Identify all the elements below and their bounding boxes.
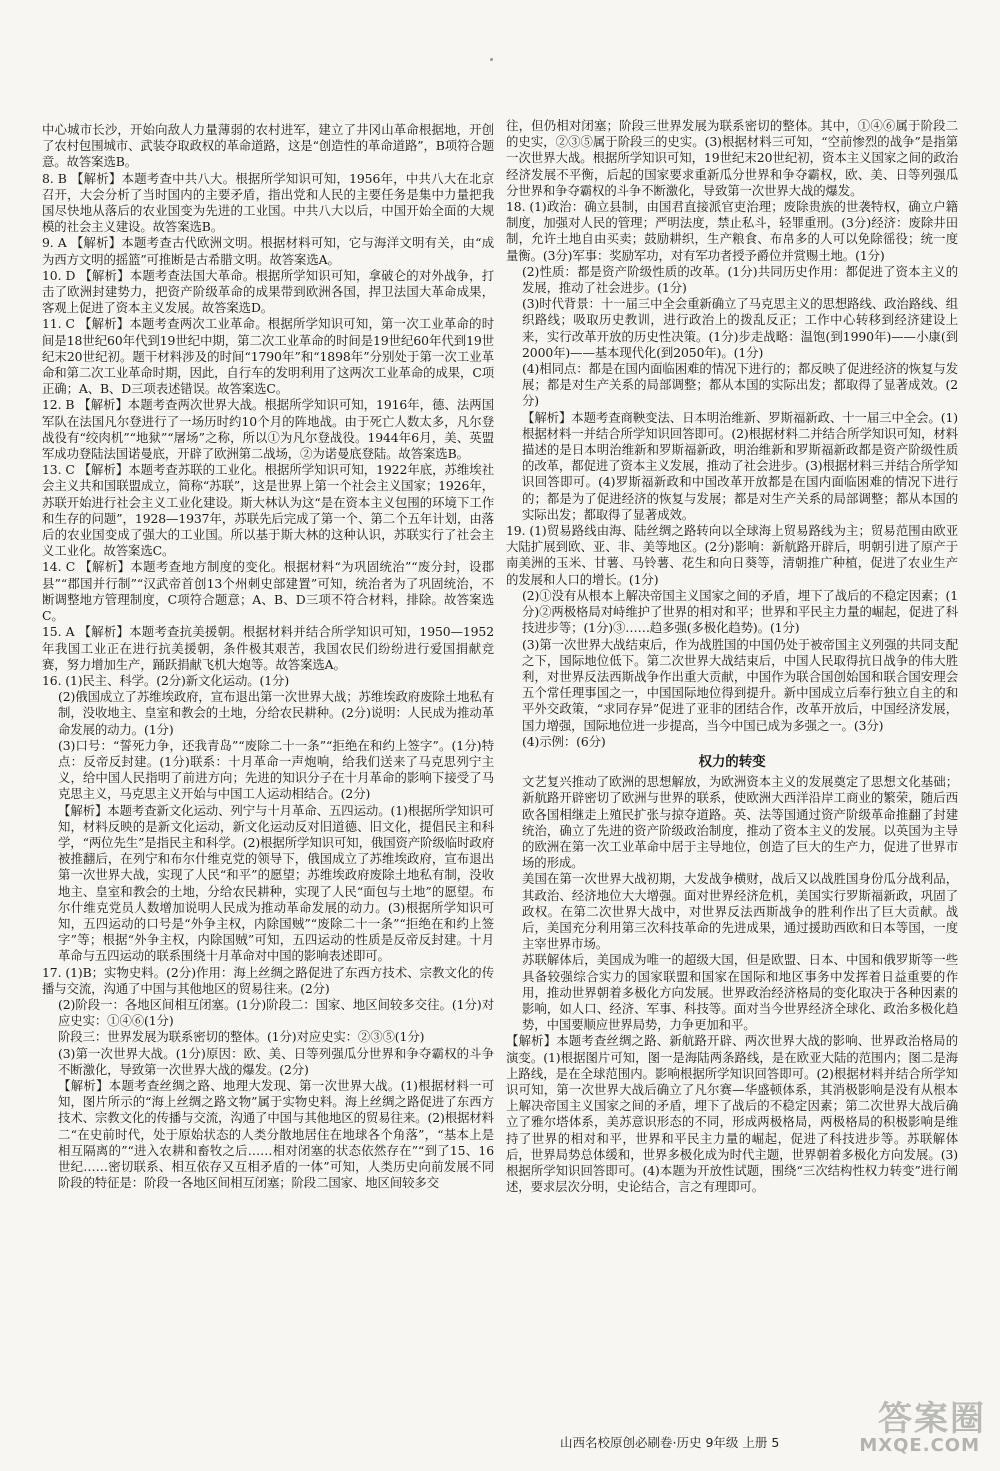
site-watermark-logo <box>846 1391 986 1461</box>
answer-entry-13: 13. C 【解析】本题考查苏联的工业化。根据所学知识可知，1922年底，苏维埃社会主义共和国联盟成立，简称“苏联”，这是世界上第一个社会主义国家；1926年，苏联开始进行社会主义工业化建设。斯大林认为这“是在资本主义包围的环境下工作和生存的问题”，1928—1937年，苏联先后完成了第一个、第二个五年计划，由落后的农业国变成了强大的工业国。所以基于斯大林的这种认识，苏联实行了社会主义工业化。故答案选C。 <box>42 462 494 559</box>
answer-entry-9: 9. A 【解析】本题考查古代欧洲文明。根据材料可知，它与海洋文明有关，由“成为西方文明的摇篮”可推断是古希腊文明。故答案选A。 <box>42 235 494 267</box>
answer-entry-10: 10. D 【解析】本题考查法国大革命。根据所学知识可知，拿破仑的对外战争，打击了欧洲封建势力，把资产阶级革命的成果带到欧洲各国，捍卫法国大革命成果，客观上促进了资本主义发展。故答案选D。 <box>42 267 494 316</box>
answer-entry-15: 15. A 【解析】本题考查抗美援朝。根据材料并结合所学知识可知，1950—1952年我国工业正在进行抗美援朝，条件极其艰苦，我国农民们纷纷进行爱国捐献竞赛，努力增加生产，踊跃捐献飞机大炮等。故答案选A。 <box>42 624 494 672</box>
essay-title: 权力的转变 <box>698 753 766 770</box>
answer-entry-11: 11. C 【解析】本题考查两次工业革命。根据所学知识可知，第一次工业革命的时间是18世纪60年代到19世纪中期，第二次工业革命的时间是19世纪60年代到19世纪末20世纪初。题干材料涉及的时间“1790年”和“1898年”分别处于第一次工业革命和第二次工业革命时期，因此，自行车的发明利用了这两次工业革命的成果，C项正确；A、B、D三项表述错误。故答案选C。 <box>42 316 494 397</box>
answer-entry-16-part2: (2)俄国成立了苏维埃政府，宣布退出第一次世界大战；苏维埃政府废除土地私有制，没收地主、皇室和教会的土地，分给农民耕种。(2分)说明：人民成为推动革命发展的动力。(1分) <box>58 689 494 737</box>
answer-entry-19-part2: (2)①没有从根本上解决帝国主义国家之间的矛盾，埋下了战后的不稳定因素；(1分)②两极格局对峙维护了世界的相对和平；世界和平民主力量的崛起，促进了科技进步等；(1分)③……趋多强(多极化趋势)。(1分) <box>522 587 958 636</box>
analysis-19: 【解析】本题考查丝绸之路、新航路开辟、两次世界大战的影响、世界政治格局的演变。(1)根据图片可知，图一是海陆两条路线，是在欧亚大陆的范围内；图二是海上路线，是在全球范围内。影响根据所学知识回答即可。(2)根据材料并结合所学知识可知，第一次世界大战后确立了凡尔赛—华盛顿体系，其消极影响是没有从根本上解决帝国主义国家之间的矛盾，埋下了战后的不稳定因素；第二次世界大战后确立了雅尔塔体系，美苏意识形态的不同，形成两极格局，两极格局的积极影响是维持了世界的相对和平，世界和平民主力量的崛起，促进了科技进步等。苏联解体后，世界局势总体缓和，世界多极化成为时代主题，世界朝着多极化方向发展。(3)根据所学知识回答即可。(4)本题为开放性试题，围绕“三次结构性权力转变”进行阐述，要求层次分明，史论结合，言之有理即可。 <box>506 1033 958 1195</box>
answer-entry-8: 8. B 【解析】本题考查中共八大。根据所学知识可知，1956年，中共八大在北京召开，大会分析了当时国内的主要矛盾，指出党和人民的主要任务是集中力量把我国尽快地从落后的农业国变为先进的工业国。中共八大以后，中国开始全面的大规模的社会主义建设。故答案选B。 <box>42 170 494 235</box>
watermark-text-top: 答案圈 <box>878 1399 986 1439</box>
answer-entry-18-part1: 18. (1)政治：确立县制，由国君直接派官吏治理；废除贵族的世袭特权，确立户籍制度，加强对人民的管理；严明法度，禁止私斗，轻罪重刑。(3分)经济：废除井田制，允许土地自由买卖；鼓励耕织，生产粮食、布帛多的人可以免除徭役；统一度量衡。(3分)军事：奖励军功，对有军功者授予爵位并赏赐土地。(1分) <box>506 199 958 263</box>
analysis-16: 【解析】本题考查新文化运动、列宁与十月革命、五四运动。(1)根据所学知识可知，材料反映的是新文化运动，新文化运动反对旧道德、旧文化，提倡民主和科学，“两位先生”是指民主和科学。(2)根据所学知识可知，俄国资产阶级临时政府被推翻后，在列宁和布尔什维克党的领导下，俄国成立了苏维埃政府，宣布退出第一次世界大战，实现了人民“和平”的愿望；苏维埃政府废除土地私有制，没收地主、皇室和教会的土地，分给农民耕种，实现了人民“面包与土地”的愿望。布尔什维克党员人数增加说明人民成为推动革命发展的动力。(3)根据所学知识可知，五四运动的口号是“外争主权，内除国贼”“废除二十一条”“拒绝在和约上签字”等；根据“外争主权，内除国贼”可知，五四运动的性质是反帝反封建。十月革命与五四运动的联系围绕十月革命对中国的影响表述即可。 <box>58 802 494 964</box>
answer-entry-14: 14. C 【解析】本题考查地方制度的变化。根据材料“为巩固统治”“废分封，设郡县”“郡国并行制”“汉武帝首创13个州刺史部建置”可知，统治者为了巩固统治，不断调整地方管理制度，C项符合题意；A、B、D三项不符合材料，排除。故答案选C。 <box>42 559 494 624</box>
essay-paragraph: 美国在第一次世界大战初期，大发战争横财，战后又以战胜国身份瓜分战利品，其政治、经济地位大大增强。面对世界经济危机，美国实行罗斯福新政，巩固了政权。在第二次世界大战中，对世界反法西斯战争的胜利作出了巨大贡献。战后，美国充分利用第三次科技革命的先进成果，通过援助西欧和日本等国，一度主宰世界市场。 <box>522 871 958 952</box>
answer-entry-17-part1: 17. (1)B；实物史料。(2分)作用：海上丝绸之路促进了东西方技术、宗教文化的传播与交流，沟通了中国与其他地区的贸易往来。(2分) <box>42 964 494 996</box>
analysis-17: 【解析】本题考查丝绸之路、地理大发现、第一次世界大战。(1)根据材料一可知，图片所示的“海上丝绸之路文物”属于实物史料。海上丝绸之路促进了东西方技术、宗教文化的传播与交流，沟通了中国与其他地区的贸易往来。(2)根据材料二“在史前时代，处于原始状态的人类分散地居住在地球各个角落”，“基本上是相互隔离的”“进入农耕和畜牧之后……相对闭塞的状态依然存在”“到了15、16世纪……密切联系、相互依存又互相矛盾的一体”可知，人类历史向前发展不同阶段的特征是：阶段一各地区间相互闭塞；阶段二国家、地区间较多交 <box>58 1077 494 1191</box>
scan-speck <box>490 58 493 61</box>
answer-entry-7-cont: 中心城市长沙，开始向敌人力量薄弱的农村进军，建立了井冈山革命根据地，开创了农村包围城市、武装夺取政权的革命道路，这是“创造性的革命道路”，B项符合题意。故答案选B。 <box>42 122 494 170</box>
answer-entry-17-part2b: 阶段三：世界发展为联系密切的整体。(1分)对应史实：②③⑤(1分) <box>58 1029 425 1045</box>
answer-entry-18-part3: (3)时代背景：十一届三中全会重新确立了马克思主义的思想路线、政治路线、组织路线；吸取历史教训，进行政治上的拨乱反正；工作中心转移到经济建设上来，实行改革开放的历史性决策。(1分)步走战略：温饱(到1990年)——小康(到2000年)——基本现代化(到2050年)。(1分) <box>522 296 958 360</box>
watermark-text-bottom: MXQE.COM <box>859 1435 980 1456</box>
answer-entry-17-part2: (2)阶段一：各地区间相互闭塞。(1分)阶段二：国家、地区间较多交往。(1分)对应史实：①④⑥(1分) <box>58 996 494 1029</box>
analysis-17-cont: 往，但仍相对闭塞；阶段三世界发展为联系密切的整体。其中，①④⑥属于阶段二的史实，②③⑤属于阶段三的史实。(3)根据材料三可知，“空前惨烈的战争”是指第一次世界大战。根据所学知识可知，19世纪末20世纪初，资本主义国家之间的政治经济发展不平衡，后起的国家要求重新瓜分世界和争夺霸权，欧、美、日等列强瓜分世界和争夺霸权的斗争不断激化，导致第一次世界大战的爆发。 <box>506 118 958 198</box>
right-column <box>506 118 958 1195</box>
essay-paragraph: 苏联解体后，美国成为唯一的超级大国，但是欧盟、日本、中国和俄罗斯等一些具备较强综合实力的国家联盟和国家在国际和地区事务中发挥着日益重要的作用，推动世界朝着多极化方向发展。世界政治经济格局的变化取决于各种因素的影响，如人口、经济、军事、科技等。面对当今世界经济全球化、政治多极化趋势，中国要顺应世界局势，力争更加和平。 <box>522 952 958 1033</box>
answer-entry-18-part4: (4)相同点：都是在国内面临困难的情况下进行的；都反映了促进经济的恢复与发展；都是对生产关系的局部调整；都从本国的实际出发；都取得了显著成效。(2分) <box>522 361 958 409</box>
essay-paragraph: 文艺复兴推动了欧洲的思想解放，为欧洲资本主义的发展奠定了思想文化基础；新航路开辟密切了欧洲与世界的联系，使欧洲大西洋沿岸工商业的繁荣，随后西欧各国相继走上殖民扩张与掠夺道路。英、法等国通过资产阶级革命推翻了封建统治，确立了先进的资产阶级政治制度，推动了资本主义的发展。以英国为主导的欧洲在第一次工业革命中居于主导地位，创造了巨大的生产力，促进了世界市场的形成。 <box>522 774 958 871</box>
answer-entry-18-part2: (2)性质：都是资产阶级性质的改革。(1分)共同历史作用：都促进了资本主义的发展，推动了社会进步。(1分) <box>522 263 958 296</box>
answer-entry-12: 12. B 【解析】本题考查两次世界大战。根据所学知识可知，1916年，德、法两国军队在法国凡尔登进行了一场历时约10个月的阵地战。由于死亡人数太多，凡尔登战役有“绞肉机”“地狱”“屠场”之称，所以①为凡尔登战役。1944年6月，美、英盟军成功登陆法国诺曼底，开辟了欧洲第二战场，②为诺曼底登陆。故答案选B。 <box>42 397 494 462</box>
answer-entry-16-part3: (3)口号：“誓死力争，还我青岛”“废除二十一条”“拒绝在和约上签字”。(1分)特点：反帝反封建。(1分)联系：十月革命一声炮响，给我们送来了马克思列宁主义，给中国人民指明了前进方向；先进的知识分子在十月革命的影响下接受了马克思主义，马克思主义开始与中国工人运动相结合。(2分) <box>58 737 494 802</box>
answer-entry-17-part3: (3)第一次世界大战。(1分)原因：欧、美、日等列强瓜分世界和争夺霸权的斗争不断激化，导致第一次世界大战的爆发。(2分) <box>58 1045 494 1077</box>
answer-entry-19-part3: (3)第一次世界大战结束后，作为战胜国的中国仍处于被帝国主义列强的共同支配之下，国际地位低下。第二次世界大战结束后，中国人民取得抗日战争的伟大胜利，对世界反法西斯战争作出重大贡献，中国作为联合国创始国和联合国安理会五个常任理事国之一，中国国际地位得到提升。新中国成立后奉行独立自主的和平外交政策，“求同存异”促进了亚非的团结合作，改革开放后，中国经济发展，国力增强，国际地位进一步提高，当今中国已成为多强之一。(3分) <box>522 636 958 733</box>
page-footer: 山西名校原创必刷卷·历史 9年级 上册 5 <box>560 1435 780 1450</box>
answer-entry-19-part4: (4)示例：(6分) <box>522 733 606 749</box>
analysis-18: 【解析】本题考查商鞅变法、日本明治维新、罗斯福新政、十一届三中全会。(1)根据材料一并结合所学知识回答即可。(2)根据材料二并结合所学知识可知，材料描述的是日本明治维新和罗斯福新政，明治维新和罗斯福新政都是资产阶级性质的改革，都促进了资本主义发展，推动了社会进步。(3)根据材料三并结合所学知识回答即可。(4)罗斯福新政和中国改革开放都是在国内面临困难的情况下进行的；都是为了促进经济的恢复与发展；都是对生产关系的局部调整；都从本国的实际出发；都取得了显著成效。 <box>522 409 958 522</box>
left-column <box>42 122 494 1191</box>
answer-entry-16-part1: 16. (1)民主、科学。(2分)新文化运动。(1分) <box>42 672 290 688</box>
answer-entry-19-part1: 19. (1)贸易路线由海、陆丝绸之路转向以全球海上贸易路线为主；贸易范围由欧亚大陆扩展到欧、亚、非、美等地区。(2分)影响：新航路开辟后，明朝引进了原产于南美洲的玉米、甘薯、马铃薯、花生和向日葵等，清朝推广种植，促进了农业生产的发展和人口的增长。(1分) <box>506 523 958 587</box>
